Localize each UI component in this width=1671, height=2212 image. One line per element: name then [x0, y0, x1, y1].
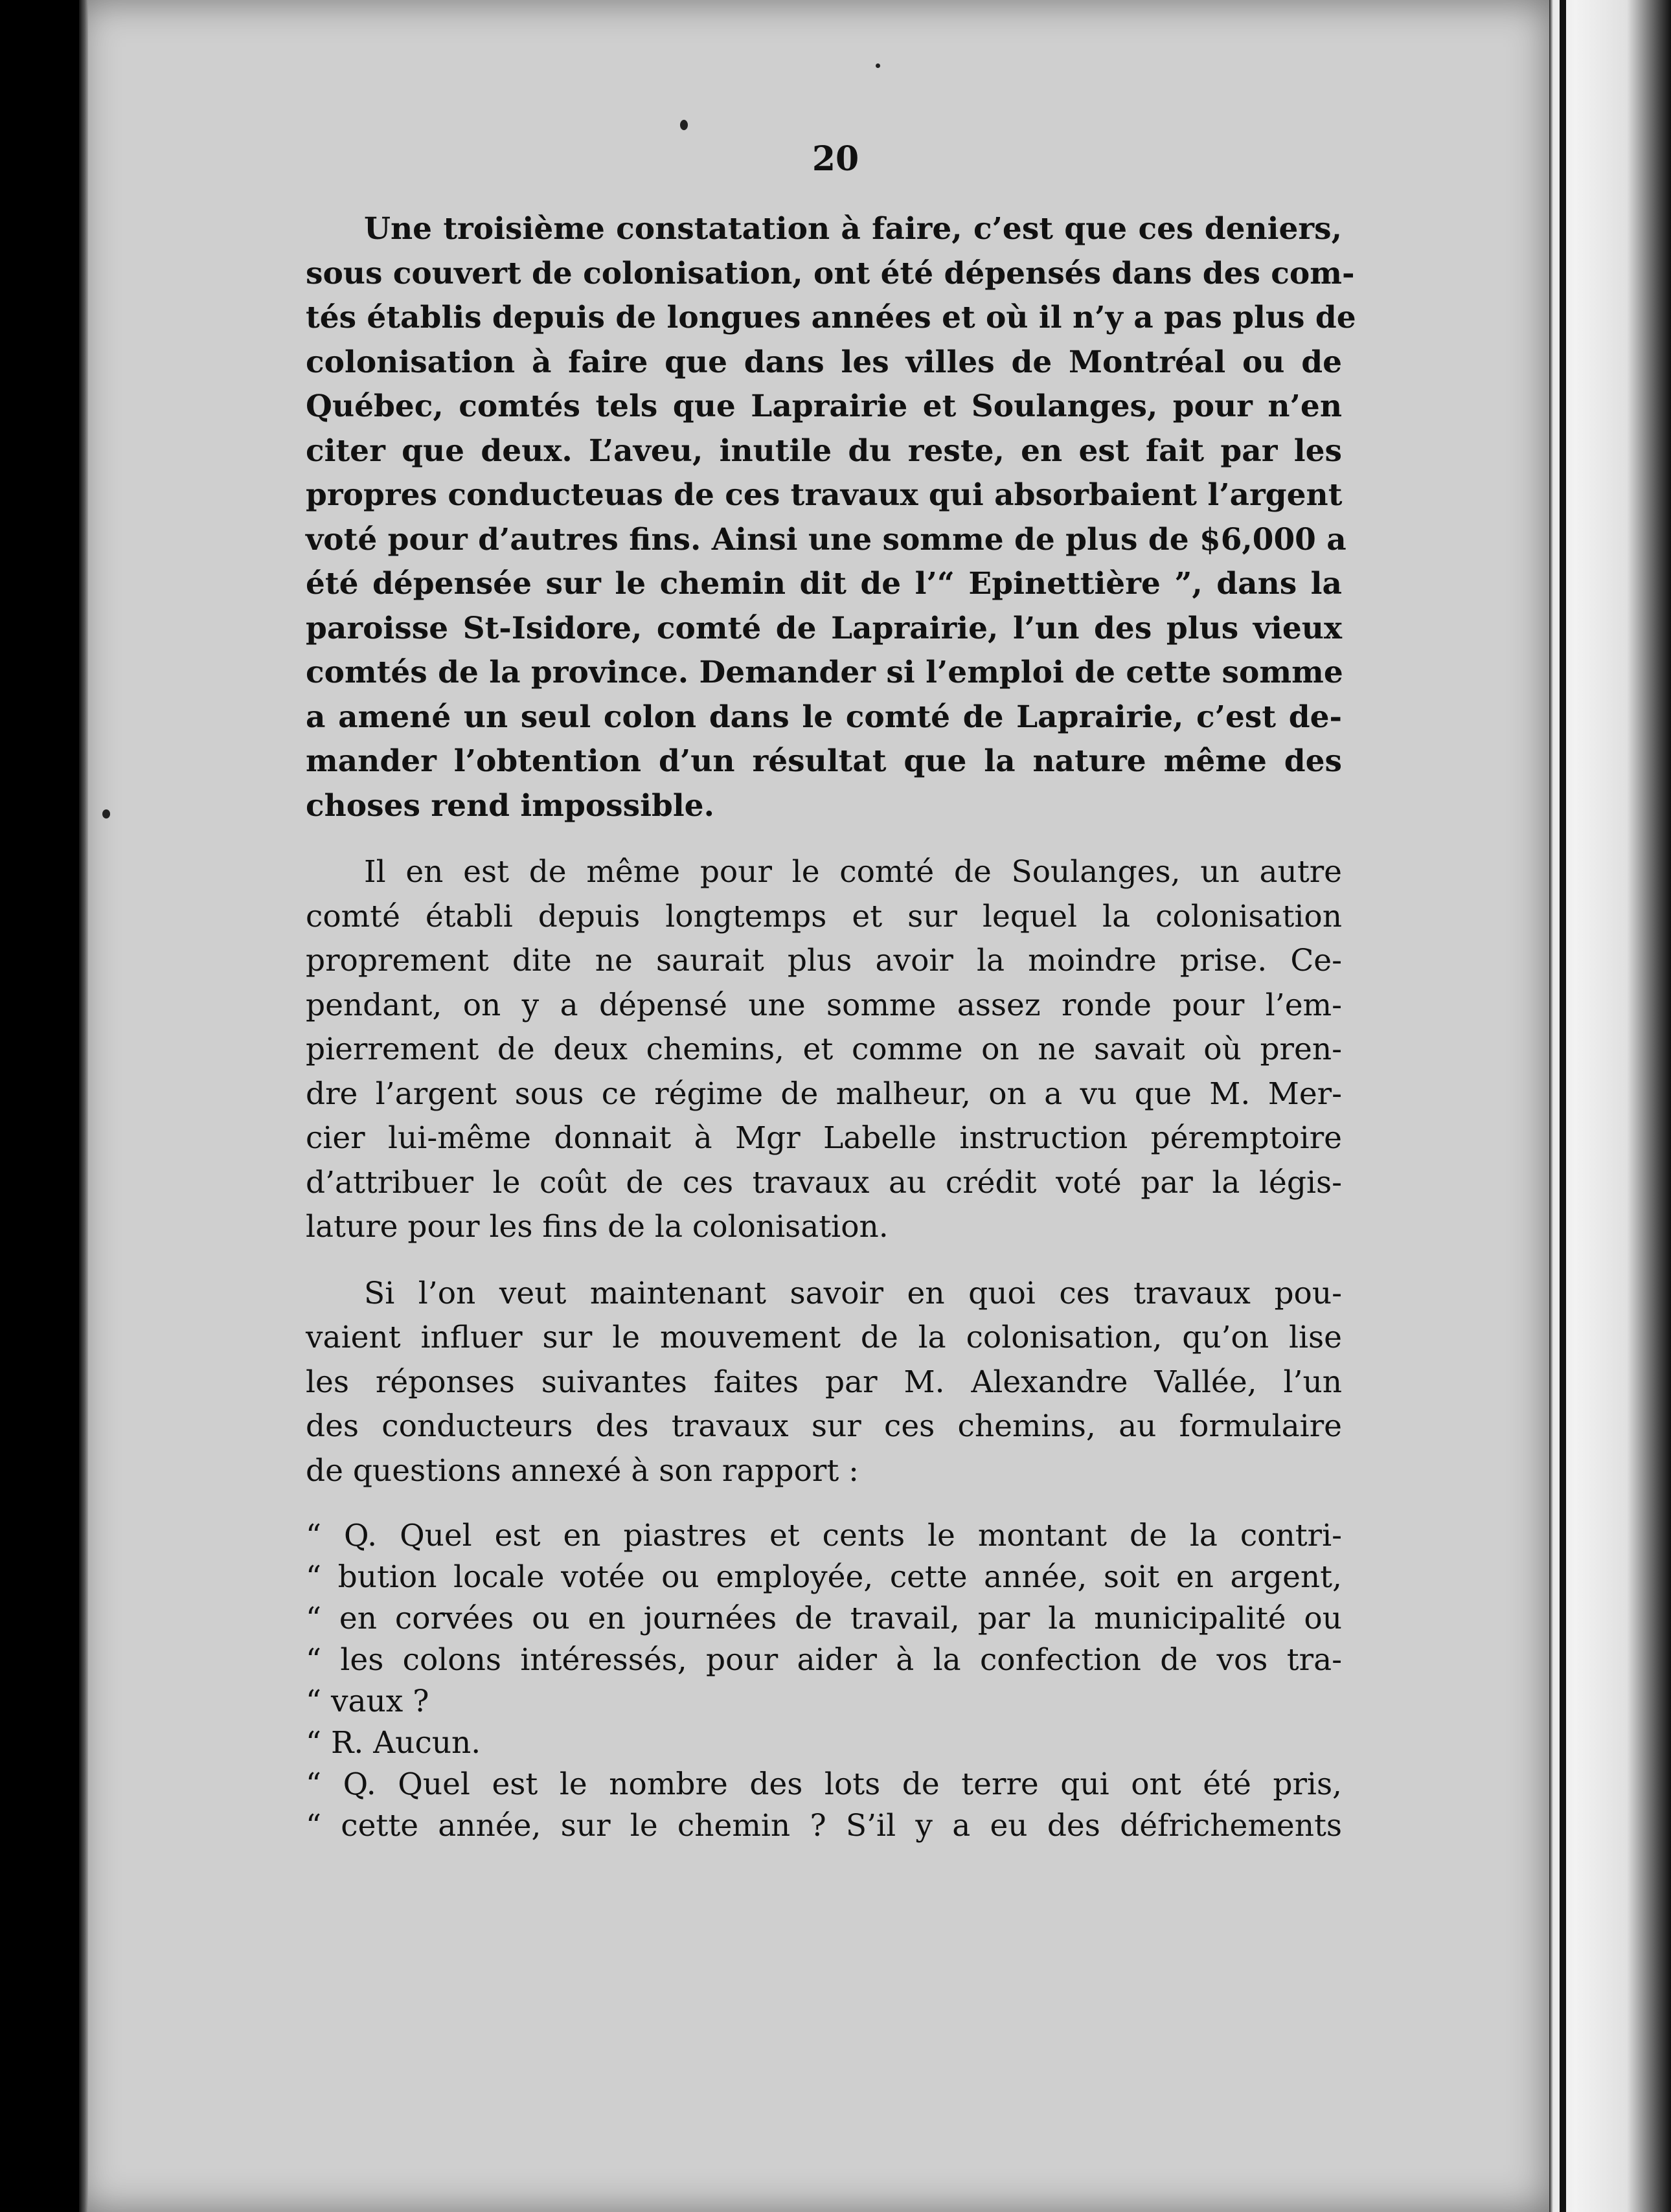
text-line: été dépensée sur le chemin dit de l’“ Epinettière ”, dans la: [306, 566, 1342, 602]
text-line: propres conducteuas de ces travaux qui absorbaient l’argent: [306, 477, 1343, 513]
text-line: proprement dite ne saurait plus avoir la moindre prise. Ce-: [306, 943, 1342, 978]
paragraph-2: [306, 850, 1342, 1250]
text-line: des conducteurs des travaux sur ces chemins, au formulaire: [306, 1408, 1342, 1444]
ink-speck: [876, 63, 880, 68]
text-line: citer que deux. L’aveu, inutile du reste, en est fait par les: [306, 433, 1342, 469]
quote-line: “ vaux ?: [306, 1684, 429, 1719]
body-text: [306, 207, 1356, 1847]
text-line: colonisation à faire que dans les villes de Montréal ou de: [306, 344, 1342, 380]
paragraph-1: [306, 207, 1356, 828]
text-line: de questions annexé à son rapport :: [306, 1452, 859, 1489]
text-line: pendant, on y a dépensé une somme assez ronde pour l’em-: [306, 987, 1342, 1023]
text-line: d’attribuer le coût de ces travaux au crédit voté par la légis-: [306, 1164, 1342, 1201]
text-line: cier lui-même donnait à Mgr Labelle instruction péremptoire: [306, 1120, 1342, 1156]
text-line: comté établi depuis longtemps et sur lequel la colonisation: [306, 898, 1342, 934]
ink-speck: [680, 120, 688, 130]
quote-line: “ Q. Quel est en piastres et cents le montant de la contri-: [306, 1518, 1342, 1553]
paragraph-3: [306, 1272, 1342, 1494]
left-page-edge: [79, 0, 88, 2212]
quoted-questionnaire: [306, 1515, 1342, 1847]
text-line: dre l’argent sous ce régime de malheur, on a vu que M. Mer-: [306, 1076, 1342, 1112]
text-line: vaient influer sur le mouvement de la colonisation, qu’on lise: [306, 1320, 1342, 1355]
text-line: les réponses suivantes faites par M. Alexandre Vallée, l’un: [306, 1364, 1342, 1400]
text-line: choses rend impossible.: [306, 787, 714, 824]
text-line: paroisse St-Isidore, comté de Laprairie, l’un des plus vieux: [306, 610, 1342, 646]
text-line: lature pour les fins de la colonisation.: [306, 1209, 889, 1245]
text-line: Il en est de même pour le comté de Soulanges, un autre: [364, 854, 1342, 890]
quote-line: “ les colons intéressés, pour aider à la confection de vos tra-: [306, 1642, 1342, 1678]
text-line: a amené un seul colon dans le comté de Laprairie, c’est de-: [306, 699, 1342, 735]
text-line: tés établis depuis de longues années et où il n’y a pas plus de: [306, 300, 1356, 335]
text-line: Une troisième constatation à faire, c’est que ces deniers,: [364, 211, 1342, 247]
quote-line: “ en corvées ou en journées de travail, par la municipalité ou: [306, 1601, 1342, 1636]
right-page-fold: [1549, 0, 1671, 2212]
quote-line: “ cette année, sur le chemin ? S’il y a eu des défrichements: [306, 1808, 1342, 1844]
quote-line: “ Q. Quel est le nombre des lots de terre qui ont été pris,: [306, 1766, 1342, 1802]
text-line: Québec, comtés tels que Laprairie et Soulanges, pour n’en: [306, 389, 1342, 424]
text-line: sous couvert de colonisation, ont été dépensés dans des com-: [306, 255, 1355, 291]
right-page-edge: [1560, 0, 1566, 2212]
text-line: comtés de la province. Demander si l’emploi de cette somme: [306, 655, 1343, 690]
ink-speck: [102, 809, 110, 818]
quote-line: “ bution locale votée ou employée, cette année, soit en argent,: [306, 1559, 1342, 1595]
text-line: pierrement de deux chemins, et comme on ne savait où pren-: [306, 1032, 1342, 1067]
text-line: voté pour d’autres fins. Ainsi une somme de plus de $6,000 a: [306, 521, 1347, 558]
quote-line: “ R. Aucun.: [306, 1725, 481, 1761]
text-line: mander l’obtention d’un résultat que la nature même des: [306, 743, 1342, 779]
text-line: Si l’on veut maintenant savoir en quoi ces travaux pou-: [364, 1275, 1342, 1311]
page-number: 20: [812, 139, 859, 179]
